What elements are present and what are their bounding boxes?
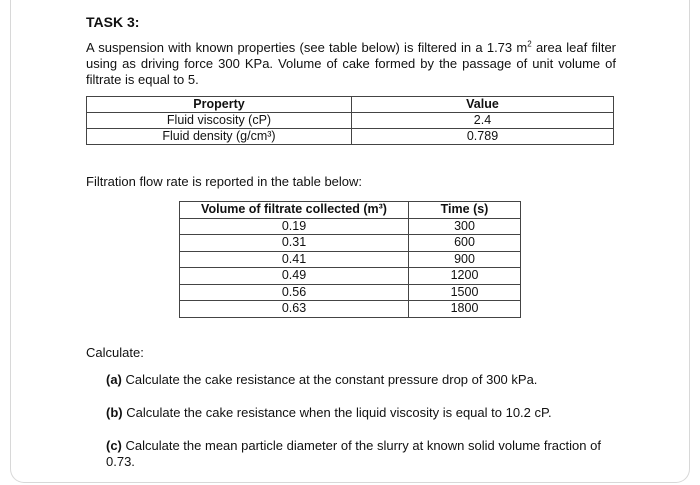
volume-cell: 0.41: [180, 251, 409, 268]
time-cell: 1200: [409, 268, 521, 285]
table-row: [180, 268, 521, 285]
header-volume: Volume of filtrate collected (m³): [180, 202, 409, 219]
time-cell: 300: [409, 218, 521, 235]
intro-paragraph: [86, 40, 616, 88]
volume-cell: 0.63: [180, 301, 409, 318]
table-row: [180, 301, 521, 318]
properties-table: [86, 96, 614, 145]
volume-cell: 0.56: [180, 284, 409, 301]
question-label: (a): [106, 372, 122, 387]
question-a: [106, 372, 616, 388]
table-row: [87, 113, 614, 129]
table-row: [180, 218, 521, 235]
volume-cell: 0.19: [180, 218, 409, 235]
question-text: Calculate the cake resistance when the liquid viscosity is equal to 10.2 cP.: [122, 405, 552, 420]
intro-superscript: 2: [527, 39, 532, 49]
question-label: (b): [106, 405, 123, 420]
table-row: [180, 251, 521, 268]
question-b: [106, 405, 616, 421]
flow-table: [179, 201, 521, 318]
time-cell: 900: [409, 251, 521, 268]
question-text: Calculate the cake resistance at the constant pressure drop of 300 kPa.: [121, 372, 538, 387]
table-row: [180, 284, 521, 301]
table-row: [87, 129, 614, 145]
volume-cell: 0.31: [180, 235, 409, 252]
value-cell: 0.789: [352, 129, 614, 145]
intro-text-b: area leaf filter using as driving force 300 KPa. Volume of cake formed by the passage of unit volume of filtrate is equal to 5.: [86, 40, 616, 87]
time-cell: 600: [409, 235, 521, 252]
flow-header-row: [180, 202, 521, 219]
task-title: TASK 3:: [86, 14, 140, 30]
volume-cell: 0.49: [180, 268, 409, 285]
flow-intro: Filtration flow rate is reported in the table below:: [86, 174, 363, 189]
intro-text-a: A suspension with known properties (see table below) is filtered in a 1.73 m: [86, 40, 528, 55]
question-c: [106, 438, 616, 470]
time-cell: 1500: [409, 284, 521, 301]
properties-header-row: [87, 97, 614, 113]
question-label: (c): [106, 438, 122, 453]
value-cell: 2.4: [352, 113, 614, 129]
header-value: Value: [352, 97, 614, 113]
time-cell: 1800: [409, 301, 521, 318]
question-text: Calculate the mean particle diameter of the slurry at known solid volume fraction of 0.73.: [106, 438, 601, 469]
header-time: Time (s): [409, 202, 521, 219]
property-cell: Fluid viscosity (cP): [87, 113, 352, 129]
table-row: [180, 235, 521, 252]
property-cell: Fluid density (g/cm³): [87, 129, 352, 145]
calculate-label: Calculate:: [86, 345, 144, 360]
header-property: Property: [87, 97, 352, 113]
